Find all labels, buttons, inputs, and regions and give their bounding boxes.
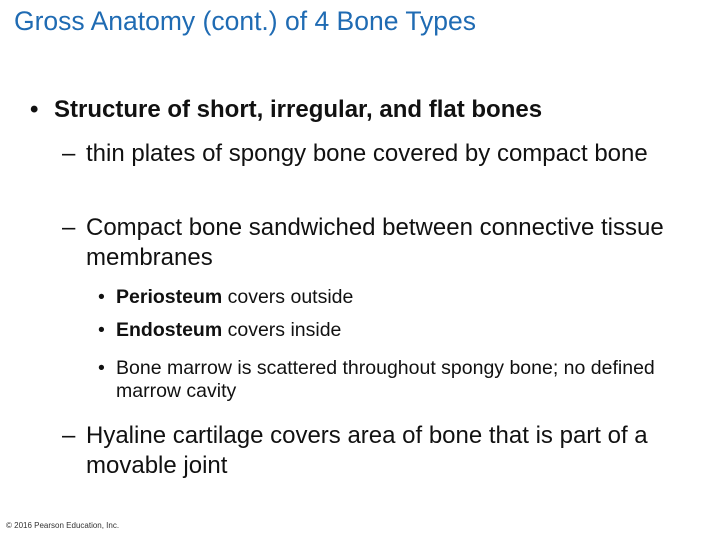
copyright-footer: © 2016 Pearson Education, Inc.	[6, 521, 120, 530]
term-periosteum: Periosteum	[116, 286, 223, 308]
bullet-dot-icon: •	[98, 357, 105, 379]
bullet-dot-icon: •	[30, 96, 39, 123]
sub-item-text: Compact bone sandwiched between connective tissue membranes	[86, 214, 664, 271]
slide-title	[14, 6, 476, 37]
sub-item-3	[62, 421, 702, 481]
term-endosteum: Endosteum	[116, 319, 223, 341]
sub-item-2	[62, 213, 702, 273]
sub-item-1	[62, 139, 702, 169]
nested-item-text	[116, 286, 703, 309]
sub-item-text: Hyaline cartilage covers area of bone that is part of a movable joint	[86, 422, 648, 479]
nested-item-text	[116, 319, 703, 342]
nested-item-2	[98, 319, 703, 342]
dash-icon: –	[62, 214, 76, 241]
sub-item-text: thin plates of spongy bone covered by compact bone	[86, 140, 648, 167]
nested-item-3	[98, 357, 703, 403]
dash-icon: –	[62, 422, 76, 449]
nested-item-rest: covers outside	[222, 286, 354, 308]
slide-title-text: Gross Anatomy (cont.) of 4 Bone Types	[14, 6, 477, 36]
bullet-dot-icon: •	[98, 319, 105, 341]
dash-icon: –	[62, 140, 76, 167]
main-bullet-text: Structure of short, irregular, and flat bones	[54, 96, 543, 123]
nested-item-1	[98, 286, 703, 309]
nested-item-rest: covers inside	[222, 319, 342, 341]
main-bullet	[30, 96, 542, 124]
bullet-dot-icon: •	[98, 286, 105, 308]
nested-item-text: Bone marrow is scattered throughout spongy bone; no defined marrow cavity	[116, 357, 655, 402]
